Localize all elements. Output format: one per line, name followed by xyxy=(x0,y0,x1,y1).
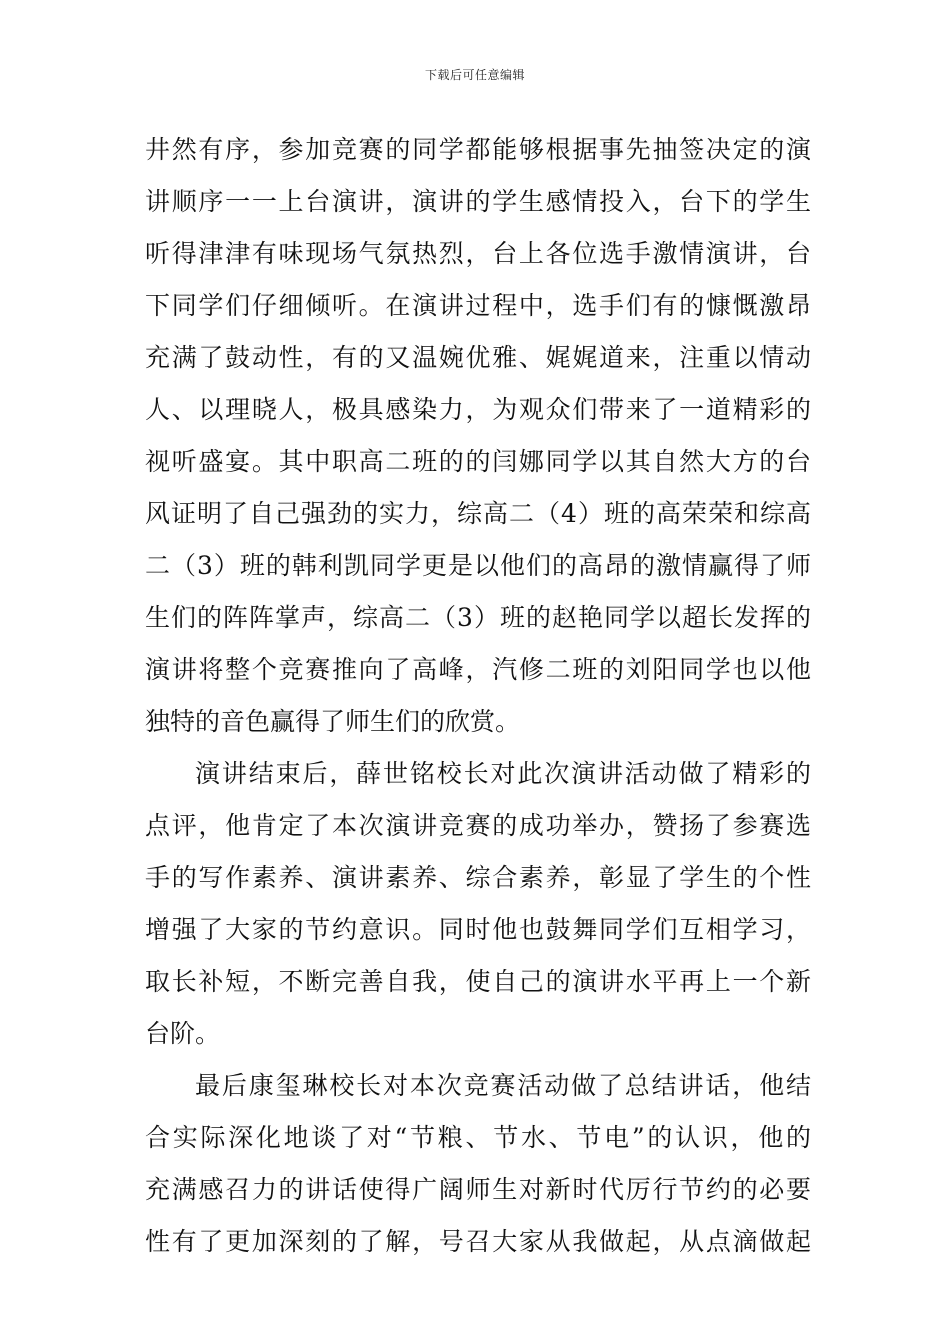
paragraph-1-line: 风证明了自己强劲的实力，综高二（4）班的高荣荣和综高 xyxy=(145,499,811,528)
paragraph-1-line: 视听盛宴。其中职高二班的的闫娜同学以其自然大方的台 xyxy=(145,447,811,476)
paragraph-1-line: 演讲将整个竞赛推向了高峰，汽修二班的刘阳同学也以他 xyxy=(145,655,811,684)
paragraph-3-line: 合实际深化地谈了对“节粮、节水、节电”的认识，他的 xyxy=(145,1123,811,1152)
paragraph-1-line: 生们的阵阵掌声，综高二（3）班的赵艳同学以超长发挥的 xyxy=(145,603,811,632)
paragraph-3-line: 性有了更加深刻的了解，号召大家从我做起，从点滴做起 xyxy=(145,1227,811,1256)
paragraph-2-line: 点评，他肯定了本次演讲竞赛的成功举办，赞扬了参赛选 xyxy=(145,811,811,840)
paragraph-2-line: 台阶。 xyxy=(145,1019,221,1048)
paragraph-1-line: 井然有序，参加竞赛的同学都能够根据事先抽签决定的演 xyxy=(145,135,811,164)
page-header: 下载后可任意编辑 xyxy=(424,68,525,82)
paragraph-1-line: 人、以理晓人，极具感染力，为观众们带来了一道精彩的 xyxy=(145,395,811,424)
document-body xyxy=(145,124,811,1268)
paragraph-2-line: 手的写作素养、演讲素养、综合素养，彰显了学生的个性 xyxy=(145,863,811,892)
paragraph-1-line: 独特的音色赢得了师生们的欣赏。 xyxy=(145,707,521,736)
paragraph-1-line: 下同学们仔细倾听。在演讲过程中，选手们有的慷慨激昂 xyxy=(145,291,811,320)
paragraph-2-line: 演讲结束后，薛世铭校长对此次演讲活动做了精彩的 xyxy=(195,759,811,788)
paragraph-3-line: 充满感召力的讲话使得广阔师生对新时代厉行节约的必要 xyxy=(145,1175,811,1204)
paragraph-1-line: 听得津津有味现场气氛热烈，台上各位选手激情演讲，台 xyxy=(145,239,811,268)
paragraph-1-line: 充满了鼓动性，有的又温婉优雅、娓娓道来，注重以情动 xyxy=(145,343,811,372)
paragraph-1-line: 二（3）班的韩利凯同学更是以他们的高昂的激情赢得了师 xyxy=(145,551,811,580)
paragraph-2-line: 增强了大家的节约意识。同时他也鼓舞同学们互相学习， xyxy=(145,915,811,944)
paragraph-1-line: 讲顺序一一上台演讲，演讲的学生感情投入，台下的学生 xyxy=(145,187,811,216)
paragraph-3-line: 最后康玺琳校长对本次竞赛活动做了总结讲话，他结 xyxy=(195,1071,811,1100)
paragraph-2-line: 取长补短，不断完善自我，使自己的演讲水平再上一个新 xyxy=(145,967,811,996)
